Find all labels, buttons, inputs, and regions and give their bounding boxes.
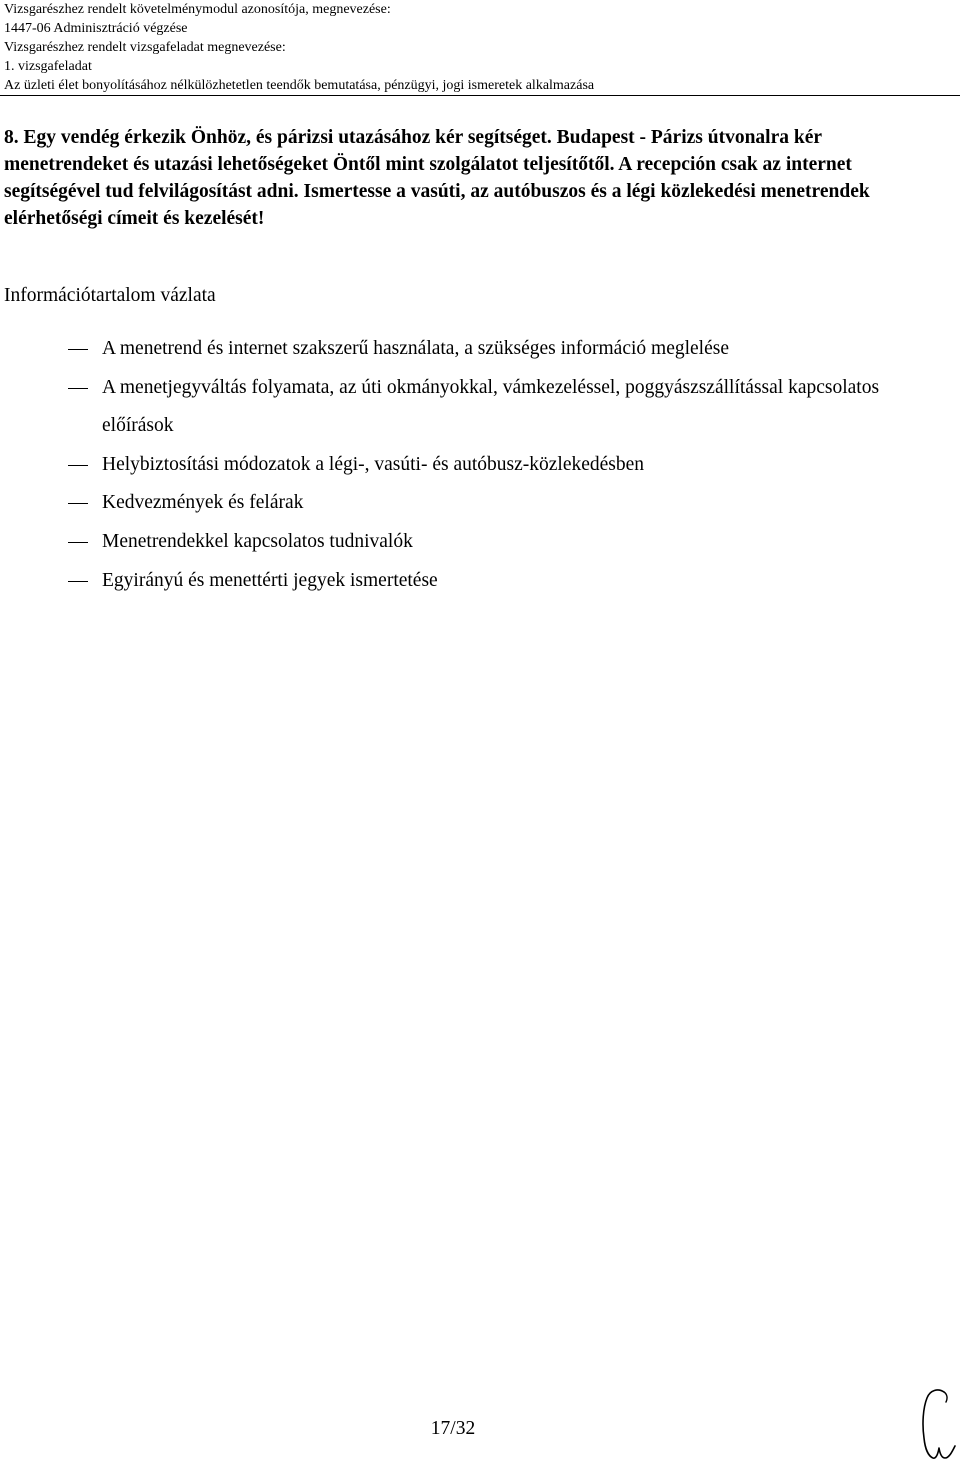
list-item bbox=[0, 330, 940, 369]
dash-bullet-icon bbox=[68, 581, 88, 582]
header-divider bbox=[0, 95, 960, 96]
list-item bbox=[0, 446, 940, 485]
signature-icon bbox=[914, 1384, 960, 1463]
dash-bullet-icon bbox=[68, 503, 88, 504]
header-task-label: Vizsgarészhez rendelt vizsgafeladat megnevezése: bbox=[4, 40, 286, 55]
list-item bbox=[0, 523, 940, 562]
header-module-name: 1447-06 Adminisztráció végzése bbox=[4, 21, 188, 36]
page-number: 17/32 bbox=[430, 1418, 476, 1439]
outline-title: Információtartalom vázlata bbox=[4, 285, 216, 306]
list-item-text: Helybiztosítási módozatok a légi-, vasúti- és autóbusz-közlekedésben bbox=[102, 453, 645, 475]
header-task-number: 1. vizsgafeladat bbox=[4, 59, 92, 74]
header-task-name: Az üzleti élet bonyolításához nélkülözhetetlen teendők bemutatása, pénzügyi, jogi ismeretek alkalmazása bbox=[4, 78, 595, 93]
list-item bbox=[0, 484, 940, 523]
list-item-text: Kedvezmények és felárak bbox=[102, 492, 304, 514]
header-module-label: Vizsgarészhez rendelt követelménymodul azonosítója, megnevezése: bbox=[4, 2, 391, 17]
list-item-text: Egyirányú és menettérti jegyek ismertetése bbox=[102, 569, 438, 591]
dash-bullet-icon bbox=[68, 465, 88, 466]
list-item-text: A menetjegyváltás folyamata, az úti okmányokkal, vámkezeléssel, poggyászszállítással kapcsolatos előírások bbox=[102, 376, 880, 437]
document-header bbox=[4, 0, 944, 95]
dash-bullet-icon bbox=[68, 349, 88, 350]
dash-bullet-icon bbox=[68, 388, 88, 389]
list-item-text: A menetrend és internet szakszerű használata, a szükséges információ meglelése bbox=[102, 338, 729, 359]
list-item-text: Menetrendekkel kapcsolatos tudnivalók bbox=[102, 530, 413, 552]
list-item bbox=[0, 562, 940, 601]
question-text: 8. Egy vendég érkezik Önhöz, és párizsi utazásához kér segítséget. Budapest - Párizs útvonalra kér menetrendeket és utazási lehetőségeket Öntől mint szolgálatot teljesítőtől. A recepción csak az internet segítségével tud felvilágosítást adni. Ismertesse a vasúti, az autóbuszos és a légi közlekedési menetrendek elérhetőségi címeit és kezelését! bbox=[4, 127, 870, 229]
outline-list bbox=[0, 330, 940, 600]
list-item bbox=[0, 369, 940, 446]
dash-bullet-icon bbox=[68, 542, 88, 543]
